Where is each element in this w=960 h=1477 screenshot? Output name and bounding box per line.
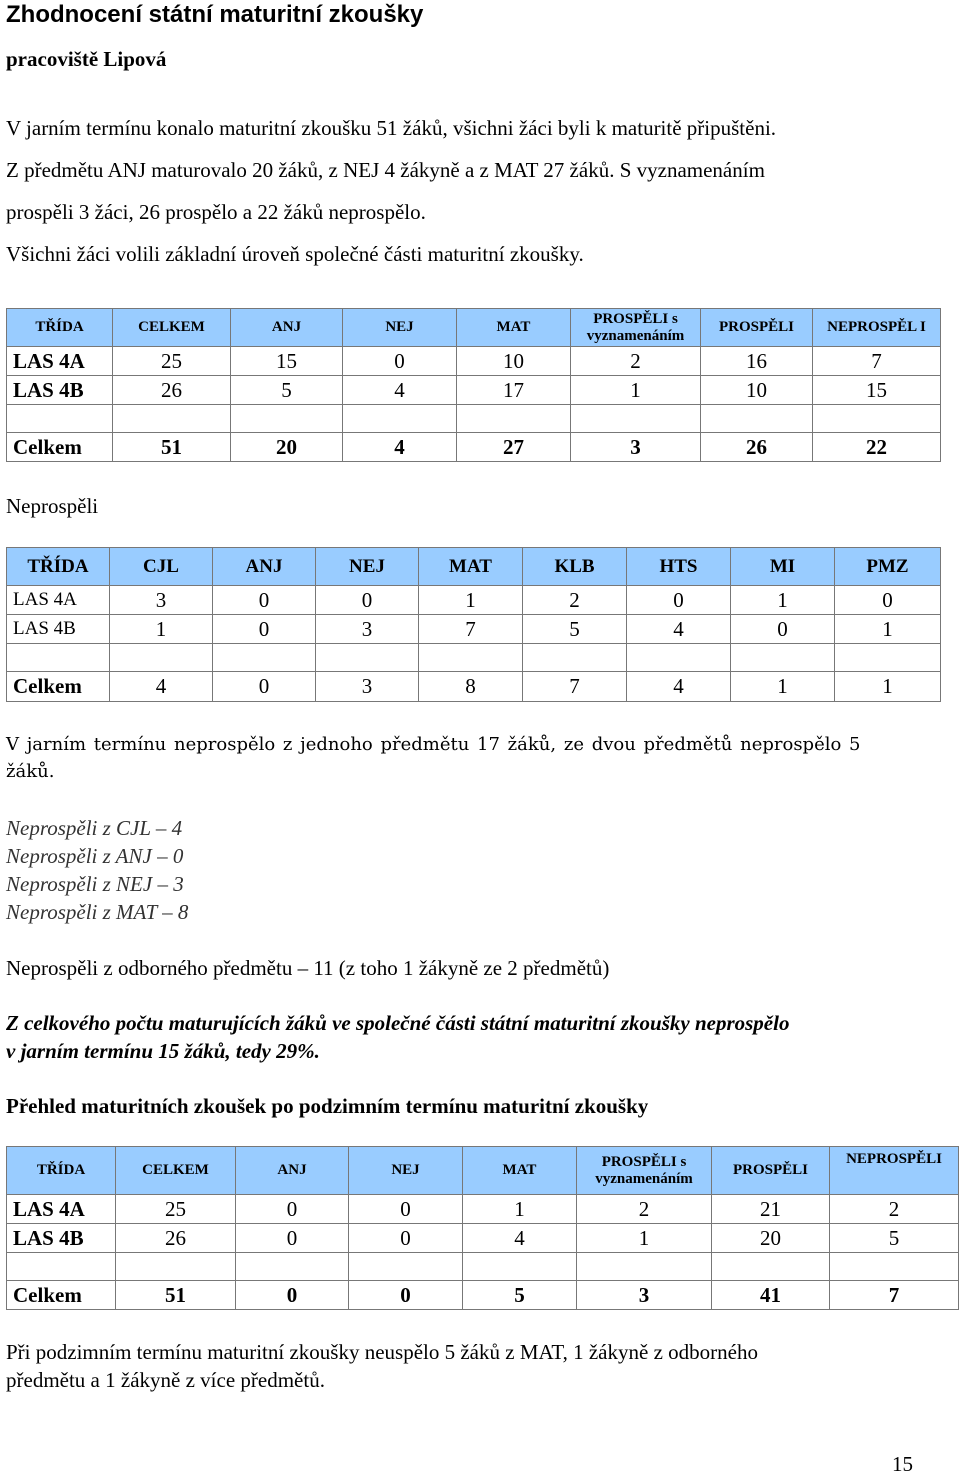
cell: 10 bbox=[701, 376, 813, 405]
col-header: KLB bbox=[523, 548, 627, 586]
cell: 3 bbox=[316, 615, 419, 644]
fails-cjl: Neprospěli z CJL – 4 bbox=[6, 816, 183, 840]
cell: 16 bbox=[701, 347, 813, 376]
cell: 2 bbox=[830, 1195, 959, 1224]
cell: Celkem bbox=[7, 433, 113, 462]
table-row bbox=[7, 1195, 959, 1224]
col-header: ANJ bbox=[231, 309, 343, 347]
cell: 0 bbox=[236, 1195, 349, 1224]
col-header: TŘÍDA bbox=[7, 1147, 116, 1195]
fails-anj: Neprospěli z ANJ – 0 bbox=[6, 844, 184, 868]
cell: 2 bbox=[571, 347, 701, 376]
col-header: CELKEM bbox=[116, 1147, 236, 1195]
cell: 0 bbox=[213, 586, 316, 615]
cell: 0 bbox=[349, 1281, 463, 1310]
spring-results-table bbox=[6, 308, 941, 462]
cell: 7 bbox=[830, 1281, 959, 1310]
cell: LAS 4B bbox=[7, 376, 113, 405]
cell: 1 bbox=[731, 586, 835, 615]
cell: 7 bbox=[419, 615, 523, 644]
neprospeli-heading: Neprospěli bbox=[6, 494, 99, 518]
col-header: PROSPĚLI s vyznamenáním bbox=[571, 309, 701, 347]
page-number: 15 bbox=[892, 1452, 913, 1476]
cell: 0 bbox=[213, 672, 316, 702]
cell: 22 bbox=[813, 433, 941, 462]
cell: 1 bbox=[463, 1195, 577, 1224]
col-header: NEJ bbox=[349, 1147, 463, 1195]
total-row bbox=[7, 1281, 959, 1310]
final-line-1: Při podzimním termínu maturitní zkoušky neuspělo 5 žáků z MAT, 1 žákyně z odborného bbox=[6, 1340, 758, 1364]
page-subtitle: pracoviště Lipová bbox=[6, 47, 167, 71]
cell: 25 bbox=[116, 1195, 236, 1224]
cell: LAS 4A bbox=[7, 1195, 116, 1224]
intro-line-3: prospěli 3 žáci, 26 prospělo a 22 žáků neprospělo. bbox=[6, 200, 426, 224]
cell: Celkem bbox=[7, 672, 110, 702]
cell: 26 bbox=[116, 1224, 236, 1253]
col-header: PROSPĚLI bbox=[712, 1147, 830, 1195]
col-header: CJL bbox=[110, 548, 213, 586]
intro-line-1: V jarním termínu konalo maturitní zkoušku 51 žáků, všichni žáci byli k maturitě připuštěni. bbox=[6, 116, 777, 140]
table-row bbox=[7, 347, 941, 376]
odborny-fails: Neprospěli z odborného předmětu – 11 (z toho 1 žákyně ze 2 předmětů) bbox=[6, 956, 610, 980]
cell: 7 bbox=[523, 672, 627, 702]
cell: LAS 4B bbox=[7, 615, 110, 644]
cell: 0 bbox=[731, 615, 835, 644]
cell: 1 bbox=[571, 376, 701, 405]
col-header: NEJ bbox=[316, 548, 419, 586]
table-header-row bbox=[7, 548, 941, 586]
cell: 2 bbox=[577, 1195, 712, 1224]
table-row bbox=[7, 1224, 959, 1253]
cell: 21 bbox=[712, 1195, 830, 1224]
cell: 4 bbox=[343, 433, 457, 462]
cell: 3 bbox=[110, 586, 213, 615]
cell: 4 bbox=[343, 376, 457, 405]
cell: 20 bbox=[231, 433, 343, 462]
cell: 0 bbox=[236, 1281, 349, 1310]
col-header: ANJ bbox=[236, 1147, 349, 1195]
cell: LAS 4A bbox=[7, 347, 113, 376]
col-header: CELKEM bbox=[113, 309, 231, 347]
cell: 0 bbox=[627, 586, 731, 615]
col-header: MAT bbox=[419, 548, 523, 586]
cell: 3 bbox=[577, 1281, 712, 1310]
cell: 4 bbox=[627, 615, 731, 644]
cell: 3 bbox=[571, 433, 701, 462]
col-header: MAT bbox=[457, 309, 571, 347]
table-row bbox=[7, 615, 941, 644]
cell: 25 bbox=[113, 347, 231, 376]
cell: 0 bbox=[213, 615, 316, 644]
cell: 1 bbox=[419, 586, 523, 615]
cell: 4 bbox=[627, 672, 731, 702]
cell: 41 bbox=[712, 1281, 830, 1310]
cell: 4 bbox=[463, 1224, 577, 1253]
cell: LAS 4B bbox=[7, 1224, 116, 1253]
cell: 1 bbox=[731, 672, 835, 702]
cell: 2 bbox=[523, 586, 627, 615]
cell: 51 bbox=[116, 1281, 236, 1310]
summary-line-2: v jarním termínu 15 žáků, tedy 29%. bbox=[6, 1039, 320, 1063]
autumn-heading: Přehled maturitních zkoušek po podzimním termínu maturitní zkoušky bbox=[6, 1094, 649, 1118]
page-title: Zhodnocení státní maturitní zkoušky bbox=[6, 1, 424, 28]
col-header: TŘÍDA bbox=[7, 548, 110, 586]
cell: 1 bbox=[835, 672, 941, 702]
cell: 0 bbox=[349, 1224, 463, 1253]
cell: 1 bbox=[110, 615, 213, 644]
cell: 15 bbox=[813, 376, 941, 405]
cell: 0 bbox=[316, 586, 419, 615]
table-header-row bbox=[7, 309, 941, 347]
empty-row bbox=[7, 644, 941, 672]
cell: 10 bbox=[457, 347, 571, 376]
cell: 5 bbox=[231, 376, 343, 405]
cell: 27 bbox=[457, 433, 571, 462]
cell: Celkem bbox=[7, 1281, 116, 1310]
fails-nej: Neprospěli z NEJ – 3 bbox=[6, 872, 184, 896]
summary-line-1: Z celkového počtu maturujících žáků ve společné části státní maturitní zkoušky neprospělo bbox=[6, 1011, 790, 1035]
cell: 1 bbox=[577, 1224, 712, 1253]
cell: 5 bbox=[463, 1281, 577, 1310]
col-header: PROSPĚLI s vyznamenáním bbox=[577, 1147, 712, 1195]
table-row bbox=[7, 376, 941, 405]
cell: 0 bbox=[835, 586, 941, 615]
table-header-row bbox=[7, 1147, 959, 1195]
empty-row bbox=[7, 405, 941, 433]
spring-fails-line-2: žáků. bbox=[6, 761, 55, 782]
final-line-2: předmětu a 1 žákyně z více předmětů. bbox=[6, 1368, 325, 1392]
total-row bbox=[7, 433, 941, 462]
cell: 3 bbox=[316, 672, 419, 702]
autumn-results-table bbox=[6, 1146, 959, 1310]
cell: 17 bbox=[457, 376, 571, 405]
cell: LAS 4A bbox=[7, 586, 110, 615]
col-header: HTS bbox=[627, 548, 731, 586]
cell: 1 bbox=[835, 615, 941, 644]
col-header: MI bbox=[731, 548, 835, 586]
col-header: PMZ bbox=[835, 548, 941, 586]
cell: 0 bbox=[343, 347, 457, 376]
col-header: TŘÍDA bbox=[7, 309, 113, 347]
cell: 4 bbox=[110, 672, 213, 702]
col-header: MAT bbox=[463, 1147, 577, 1195]
cell: 15 bbox=[231, 347, 343, 376]
intro-line-4: Všichni žáci volili základní úroveň společné části maturitní zkoušky. bbox=[6, 242, 584, 266]
cell: 5 bbox=[830, 1224, 959, 1253]
cell: 20 bbox=[712, 1224, 830, 1253]
cell: 51 bbox=[113, 433, 231, 462]
fails-mat: Neprospěli z MAT – 8 bbox=[6, 900, 189, 924]
cell: 5 bbox=[523, 615, 627, 644]
cell: 0 bbox=[349, 1195, 463, 1224]
spring-fails-line-1: V jarním termínu neprospělo z jednoho předmětu 17 žáků, ze dvou předmětů neprospělo 5 bbox=[6, 734, 861, 755]
cell: 26 bbox=[701, 433, 813, 462]
col-header: NEPROSPĚLI bbox=[830, 1147, 959, 1195]
col-header: NEJ bbox=[343, 309, 457, 347]
intro-line-2: Z předmětu ANJ maturovalo 20 žáků, z NEJ 4 žákyně a z MAT 27 žáků. S vyznamenáním bbox=[6, 158, 765, 182]
cell: 8 bbox=[419, 672, 523, 702]
failed-subjects-table bbox=[6, 547, 941, 702]
table-row bbox=[7, 586, 941, 615]
total-row bbox=[7, 672, 941, 702]
cell: 26 bbox=[113, 376, 231, 405]
col-header: PROSPĚLI bbox=[701, 309, 813, 347]
col-header: ANJ bbox=[213, 548, 316, 586]
cell: 0 bbox=[236, 1224, 349, 1253]
cell: 7 bbox=[813, 347, 941, 376]
empty-row bbox=[7, 1253, 959, 1281]
col-header: NEPROSPĚL I bbox=[813, 309, 941, 347]
